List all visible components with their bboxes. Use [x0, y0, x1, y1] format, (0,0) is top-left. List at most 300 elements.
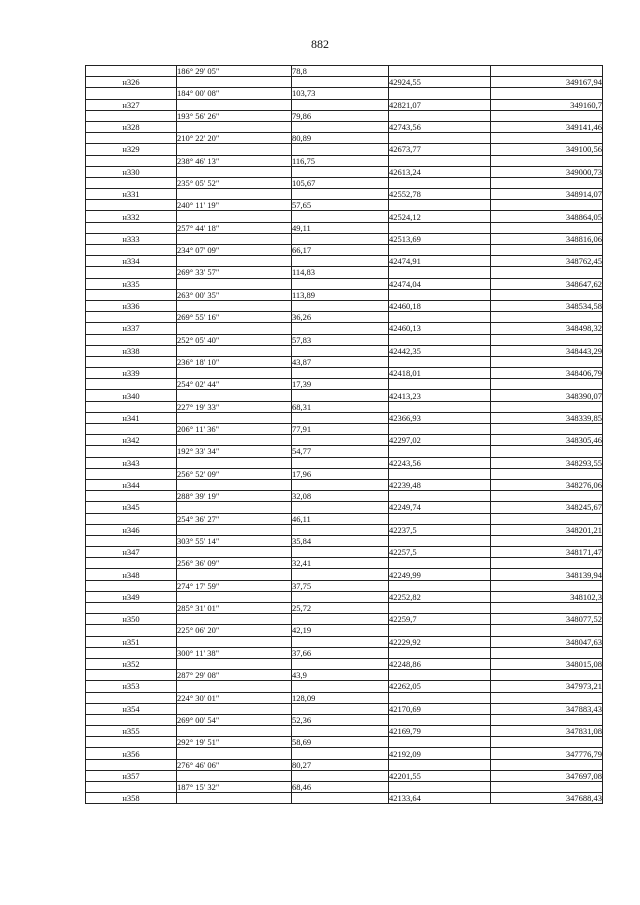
x-coordinate-cell: 42262,05	[389, 681, 491, 692]
segment-row	[86, 379, 603, 390]
segment-row	[86, 625, 603, 636]
point-row	[86, 479, 603, 490]
y-coordinate-cell	[491, 558, 603, 569]
point-row	[86, 591, 603, 602]
x-coordinate-cell	[389, 289, 491, 300]
y-coordinate-cell	[491, 714, 603, 725]
angle-cell: 240° 11' 19"	[177, 200, 292, 211]
x-coordinate-cell	[389, 714, 491, 725]
distance-cell: 32,41	[292, 558, 389, 569]
x-coordinate-cell	[389, 782, 491, 793]
segment-row	[86, 782, 603, 793]
x-coordinate-cell	[389, 88, 491, 99]
distance-cell: 57,83	[292, 334, 389, 345]
x-coordinate-cell	[389, 558, 491, 569]
angle-cell: 186° 29' 05"	[177, 66, 292, 77]
distance-cell: 66,17	[292, 245, 389, 256]
point-row	[86, 770, 603, 781]
y-coordinate-cell	[491, 356, 603, 367]
angle-cell	[177, 636, 292, 647]
point-row	[86, 189, 603, 200]
point-name-cell: н349	[86, 591, 177, 602]
point-name-cell	[86, 491, 177, 502]
distance-cell: 37,66	[292, 647, 389, 658]
angle-cell	[177, 233, 292, 244]
angle-cell	[177, 345, 292, 356]
x-coordinate-cell: 42821,07	[389, 99, 491, 110]
x-coordinate-cell	[389, 603, 491, 614]
distance-cell: 68,31	[292, 401, 389, 412]
point-row	[86, 345, 603, 356]
y-coordinate-cell: 348015,08	[491, 658, 603, 669]
point-name-cell: н330	[86, 166, 177, 177]
angle-cell	[177, 278, 292, 289]
x-coordinate-cell	[389, 424, 491, 435]
distance-cell	[292, 211, 389, 222]
x-coordinate-cell	[389, 535, 491, 546]
point-name-cell	[86, 647, 177, 658]
point-name-cell	[86, 66, 177, 77]
segment-row	[86, 200, 603, 211]
distance-cell: 32,08	[292, 491, 389, 502]
y-coordinate-cell	[491, 737, 603, 748]
angle-cell: 252° 05' 40"	[177, 334, 292, 345]
distance-cell	[292, 233, 389, 244]
y-coordinate-cell: 348047,63	[491, 636, 603, 647]
angle-cell: 254° 36' 27"	[177, 513, 292, 524]
y-coordinate-cell	[491, 110, 603, 121]
point-name-cell: н354	[86, 703, 177, 714]
segment-row	[86, 535, 603, 546]
point-row	[86, 547, 603, 558]
angle-cell: 187° 15' 32"	[177, 782, 292, 793]
coordinates-table-body	[86, 66, 603, 804]
y-coordinate-cell: 349141,46	[491, 121, 603, 132]
angle-cell: 276° 46' 06"	[177, 759, 292, 770]
distance-cell: 36,26	[292, 312, 389, 323]
angle-cell	[177, 211, 292, 222]
point-name-cell	[86, 133, 177, 144]
x-coordinate-cell	[389, 513, 491, 524]
x-coordinate-cell: 42252,82	[389, 591, 491, 602]
point-name-cell	[86, 513, 177, 524]
point-name-cell	[86, 155, 177, 166]
point-name-cell	[86, 580, 177, 591]
point-name-cell	[86, 692, 177, 703]
y-coordinate-cell	[491, 334, 603, 345]
angle-cell	[177, 793, 292, 804]
point-name-cell	[86, 714, 177, 725]
angle-cell: 254° 02' 44"	[177, 379, 292, 390]
point-row	[86, 502, 603, 513]
point-name-cell: н328	[86, 121, 177, 132]
x-coordinate-cell: 42442,35	[389, 345, 491, 356]
distance-cell	[292, 189, 389, 200]
point-name-cell	[86, 177, 177, 188]
y-coordinate-cell	[491, 580, 603, 591]
angle-cell	[177, 390, 292, 401]
y-coordinate-cell: 348171,47	[491, 547, 603, 558]
distance-cell	[292, 345, 389, 356]
point-row	[86, 166, 603, 177]
x-coordinate-cell: 42460,18	[389, 300, 491, 311]
x-coordinate-cell: 42460,13	[389, 323, 491, 334]
distance-cell: 113,89	[292, 289, 389, 300]
distance-cell	[292, 681, 389, 692]
angle-cell	[177, 524, 292, 535]
angle-cell	[177, 658, 292, 669]
distance-cell: 77,91	[292, 424, 389, 435]
point-name-cell: н341	[86, 412, 177, 423]
distance-cell	[292, 77, 389, 88]
distance-cell	[292, 569, 389, 580]
point-row	[86, 368, 603, 379]
point-name-cell	[86, 334, 177, 345]
point-name-cell	[86, 88, 177, 99]
distance-cell	[292, 412, 389, 423]
angle-cell: 234° 07' 09"	[177, 245, 292, 256]
distance-cell	[292, 770, 389, 781]
point-name-cell: н348	[86, 569, 177, 580]
angle-cell	[177, 748, 292, 759]
y-coordinate-cell	[491, 692, 603, 703]
segment-row	[86, 647, 603, 658]
point-row	[86, 390, 603, 401]
distance-cell	[292, 278, 389, 289]
y-coordinate-cell: 349000,73	[491, 166, 603, 177]
distance-cell: 54,77	[292, 446, 389, 457]
point-row	[86, 793, 603, 804]
x-coordinate-cell	[389, 692, 491, 703]
distance-cell	[292, 524, 389, 535]
y-coordinate-cell	[491, 670, 603, 681]
segment-row	[86, 356, 603, 367]
angle-cell: 235° 05' 52"	[177, 177, 292, 188]
y-coordinate-cell: 348498,32	[491, 323, 603, 334]
angle-cell: 300° 11' 38"	[177, 647, 292, 658]
point-name-cell: н335	[86, 278, 177, 289]
y-coordinate-cell: 348864,05	[491, 211, 603, 222]
point-name-cell	[86, 110, 177, 121]
y-coordinate-cell	[491, 267, 603, 278]
angle-cell: 287° 29' 08"	[177, 670, 292, 681]
x-coordinate-cell: 42613,24	[389, 166, 491, 177]
distance-cell	[292, 636, 389, 647]
distance-cell	[292, 166, 389, 177]
segment-row	[86, 468, 603, 479]
x-coordinate-cell: 42237,5	[389, 524, 491, 535]
point-name-cell	[86, 782, 177, 793]
x-coordinate-cell: 42249,99	[389, 569, 491, 580]
segment-row	[86, 424, 603, 435]
point-name-cell	[86, 759, 177, 770]
y-coordinate-cell	[491, 401, 603, 412]
x-coordinate-cell	[389, 625, 491, 636]
distance-cell	[292, 99, 389, 110]
distance-cell	[292, 121, 389, 132]
angle-cell	[177, 368, 292, 379]
distance-cell	[292, 368, 389, 379]
x-coordinate-cell: 42924,55	[389, 77, 491, 88]
distance-cell: 103,73	[292, 88, 389, 99]
point-name-cell	[86, 245, 177, 256]
angle-cell: 292° 19' 51"	[177, 737, 292, 748]
angle-cell: 227° 19' 33"	[177, 401, 292, 412]
y-coordinate-cell: 347883,43	[491, 703, 603, 714]
x-coordinate-cell	[389, 356, 491, 367]
x-coordinate-cell: 42133,64	[389, 793, 491, 804]
x-coordinate-cell: 42257,5	[389, 547, 491, 558]
angle-cell: 285° 31' 01"	[177, 603, 292, 614]
x-coordinate-cell	[389, 334, 491, 345]
x-coordinate-cell: 42513,69	[389, 233, 491, 244]
angle-cell	[177, 547, 292, 558]
x-coordinate-cell	[389, 759, 491, 770]
segment-row	[86, 289, 603, 300]
angle-cell	[177, 502, 292, 513]
distance-cell: 80,27	[292, 759, 389, 770]
y-coordinate-cell	[491, 424, 603, 435]
x-coordinate-cell: 42474,04	[389, 278, 491, 289]
distance-cell: 17,39	[292, 379, 389, 390]
y-coordinate-cell: 349160,7	[491, 99, 603, 110]
point-name-cell: н355	[86, 726, 177, 737]
angle-cell	[177, 166, 292, 177]
point-name-cell: н337	[86, 323, 177, 334]
distance-cell	[292, 793, 389, 804]
point-name-cell: н339	[86, 368, 177, 379]
x-coordinate-cell: 42297,02	[389, 435, 491, 446]
point-row	[86, 703, 603, 714]
point-name-cell: н356	[86, 748, 177, 759]
x-coordinate-cell: 42259,7	[389, 614, 491, 625]
distance-cell	[292, 435, 389, 446]
y-coordinate-cell: 348305,46	[491, 435, 603, 446]
distance-cell	[292, 658, 389, 669]
segment-row	[86, 603, 603, 614]
y-coordinate-cell: 348339,85	[491, 412, 603, 423]
x-coordinate-cell	[389, 491, 491, 502]
distance-cell: 25,72	[292, 603, 389, 614]
angle-cell: 236° 18' 10"	[177, 356, 292, 367]
point-row	[86, 278, 603, 289]
angle-cell	[177, 144, 292, 155]
y-coordinate-cell: 348443,29	[491, 345, 603, 356]
distance-cell	[292, 479, 389, 490]
angle-cell	[177, 770, 292, 781]
x-coordinate-cell: 42673,77	[389, 144, 491, 155]
x-coordinate-cell: 42366,93	[389, 412, 491, 423]
point-row	[86, 211, 603, 222]
y-coordinate-cell: 347776,79	[491, 748, 603, 759]
angle-cell	[177, 121, 292, 132]
point-row	[86, 256, 603, 267]
x-coordinate-cell: 42201,55	[389, 770, 491, 781]
segment-row	[86, 513, 603, 524]
x-coordinate-cell	[389, 468, 491, 479]
x-coordinate-cell	[389, 133, 491, 144]
segment-row	[86, 334, 603, 345]
x-coordinate-cell: 42524,12	[389, 211, 491, 222]
x-coordinate-cell	[389, 110, 491, 121]
y-coordinate-cell: 348077,52	[491, 614, 603, 625]
angle-cell: 257° 44' 18"	[177, 222, 292, 233]
point-row	[86, 681, 603, 692]
angle-cell: 206° 11' 36"	[177, 424, 292, 435]
point-row	[86, 300, 603, 311]
point-row	[86, 457, 603, 468]
x-coordinate-cell	[389, 200, 491, 211]
angle-cell	[177, 726, 292, 737]
point-name-cell: н333	[86, 233, 177, 244]
x-coordinate-cell	[389, 66, 491, 77]
point-row	[86, 233, 603, 244]
point-name-cell: н326	[86, 77, 177, 88]
x-coordinate-cell	[389, 177, 491, 188]
distance-cell: 105,67	[292, 177, 389, 188]
y-coordinate-cell	[491, 200, 603, 211]
point-name-cell: н345	[86, 502, 177, 513]
y-coordinate-cell: 348102,3	[491, 591, 603, 602]
x-coordinate-cell: 42170,69	[389, 703, 491, 714]
point-name-cell	[86, 625, 177, 636]
angle-cell	[177, 703, 292, 714]
x-coordinate-cell	[389, 670, 491, 681]
angle-cell: 192° 33' 34"	[177, 446, 292, 457]
distance-cell: 58,69	[292, 737, 389, 748]
distance-cell: 46,11	[292, 513, 389, 524]
point-name-cell	[86, 222, 177, 233]
y-coordinate-cell	[491, 222, 603, 233]
distance-cell	[292, 256, 389, 267]
point-name-cell: н332	[86, 211, 177, 222]
distance-cell: 37,75	[292, 580, 389, 591]
distance-cell	[292, 748, 389, 759]
angle-cell	[177, 681, 292, 692]
x-coordinate-cell	[389, 379, 491, 390]
segment-row	[86, 401, 603, 412]
angle-cell	[177, 99, 292, 110]
y-coordinate-cell	[491, 177, 603, 188]
segment-row	[86, 491, 603, 502]
y-coordinate-cell: 347697,08	[491, 770, 603, 781]
y-coordinate-cell: 348139,94	[491, 569, 603, 580]
y-coordinate-cell	[491, 289, 603, 300]
angle-cell	[177, 189, 292, 200]
point-name-cell	[86, 535, 177, 546]
y-coordinate-cell	[491, 379, 603, 390]
x-coordinate-cell: 42248,86	[389, 658, 491, 669]
x-coordinate-cell: 42743,56	[389, 121, 491, 132]
x-coordinate-cell	[389, 267, 491, 278]
y-coordinate-cell	[491, 245, 603, 256]
x-coordinate-cell: 42413,23	[389, 390, 491, 401]
angle-cell: 288° 39' 19"	[177, 491, 292, 502]
y-coordinate-cell: 348406,79	[491, 368, 603, 379]
distance-cell: 78,8	[292, 66, 389, 77]
y-coordinate-cell: 347831,08	[491, 726, 603, 737]
point-name-cell	[86, 558, 177, 569]
segment-row	[86, 155, 603, 166]
segment-row	[86, 88, 603, 99]
point-name-cell: н350	[86, 614, 177, 625]
angle-cell: 256° 52' 09"	[177, 468, 292, 479]
point-name-cell	[86, 379, 177, 390]
point-row	[86, 614, 603, 625]
y-coordinate-cell	[491, 312, 603, 323]
angle-cell	[177, 300, 292, 311]
angle-cell	[177, 591, 292, 602]
y-coordinate-cell: 348647,62	[491, 278, 603, 289]
point-name-cell	[86, 737, 177, 748]
x-coordinate-cell	[389, 580, 491, 591]
coordinates-table	[85, 65, 603, 804]
distance-cell	[292, 300, 389, 311]
point-name-cell	[86, 446, 177, 457]
angle-cell: 238° 46' 13"	[177, 155, 292, 166]
segment-row	[86, 245, 603, 256]
segment-row	[86, 312, 603, 323]
x-coordinate-cell	[389, 446, 491, 457]
segment-row	[86, 110, 603, 121]
point-row	[86, 748, 603, 759]
x-coordinate-cell: 42552,78	[389, 189, 491, 200]
distance-cell: 80,89	[292, 133, 389, 144]
y-coordinate-cell: 348245,67	[491, 502, 603, 513]
point-name-cell: н357	[86, 770, 177, 781]
distance-cell	[292, 726, 389, 737]
x-coordinate-cell	[389, 155, 491, 166]
point-name-cell	[86, 401, 177, 412]
distance-cell: 79,86	[292, 110, 389, 121]
segment-row	[86, 133, 603, 144]
y-coordinate-cell: 348276,06	[491, 479, 603, 490]
y-coordinate-cell	[491, 491, 603, 502]
y-coordinate-cell: 347973,21	[491, 681, 603, 692]
x-coordinate-cell: 42229,92	[389, 636, 491, 647]
y-coordinate-cell: 348762,45	[491, 256, 603, 267]
point-name-cell: н327	[86, 99, 177, 110]
point-row	[86, 435, 603, 446]
angle-cell: 269° 33' 57"	[177, 267, 292, 278]
point-name-cell: н351	[86, 636, 177, 647]
angle-cell: 184° 00' 08"	[177, 88, 292, 99]
distance-cell: 128,09	[292, 692, 389, 703]
x-coordinate-cell: 42418,01	[389, 368, 491, 379]
distance-cell: 68,46	[292, 782, 389, 793]
point-name-cell	[86, 424, 177, 435]
point-name-cell	[86, 289, 177, 300]
point-name-cell: н347	[86, 547, 177, 558]
angle-cell: 269° 00' 54"	[177, 714, 292, 725]
x-coordinate-cell: 42169,79	[389, 726, 491, 737]
distance-cell: 42,19	[292, 625, 389, 636]
point-name-cell: н358	[86, 793, 177, 804]
segment-row	[86, 580, 603, 591]
y-coordinate-cell	[491, 759, 603, 770]
x-coordinate-cell: 42474,91	[389, 256, 491, 267]
y-coordinate-cell	[491, 603, 603, 614]
distance-cell	[292, 323, 389, 334]
y-coordinate-cell	[491, 782, 603, 793]
point-row	[86, 121, 603, 132]
y-coordinate-cell	[491, 88, 603, 99]
segment-row	[86, 759, 603, 770]
point-name-cell: н338	[86, 345, 177, 356]
point-row	[86, 569, 603, 580]
segment-row	[86, 737, 603, 748]
point-name-cell	[86, 312, 177, 323]
